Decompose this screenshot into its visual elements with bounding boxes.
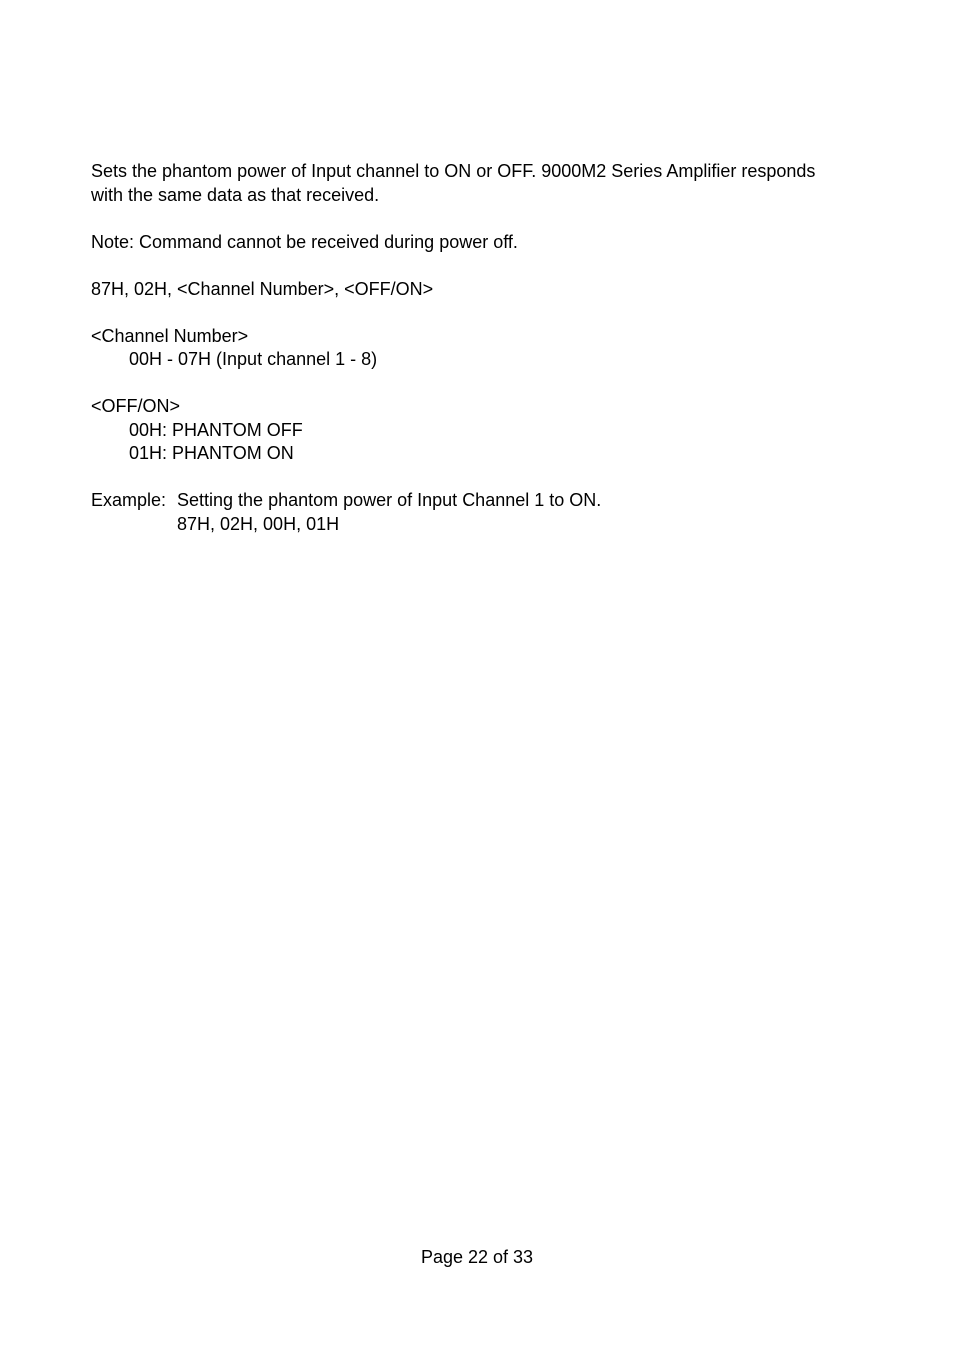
command-format-text: 87H, 02H, <Channel Number>, <OFF/ON> <box>91 278 434 299</box>
example-description: Setting the phantom power of Input Channel 1 to ON. <box>177 490 602 510</box>
offon-name: <OFF/ON> <box>91 396 181 416</box>
offon-value-off: 00H: PHANTOM OFF <box>129 419 303 440</box>
command-format <box>91 278 881 302</box>
example-label: Example: <box>91 490 167 510</box>
note-text: Note: Command cannot be received during power off. <box>91 231 518 252</box>
intro-line-2: with the same data as that received. <box>91 184 380 205</box>
intro-line-1: Sets the phantom power of Input channel to ON or OFF. 9000M2 Series Amplifier responds <box>91 161 816 181</box>
page-content <box>91 160 881 536</box>
example-code: 87H, 02H, 00H, 01H <box>177 513 340 534</box>
note-paragraph <box>91 231 881 255</box>
offon-value-on: 01H: PHANTOM ON <box>129 443 294 463</box>
channel-number-param <box>91 325 881 372</box>
channel-number-range: 00H - 07H (Input channel 1 - 8) <box>129 349 378 369</box>
example-block <box>91 489 881 536</box>
offon-param <box>91 395 881 466</box>
intro-paragraph <box>91 160 881 207</box>
page-number-footer: Page 22 of 33 <box>420 1247 534 1267</box>
example-row <box>91 489 881 513</box>
channel-number-name: <Channel Number> <box>91 325 249 346</box>
